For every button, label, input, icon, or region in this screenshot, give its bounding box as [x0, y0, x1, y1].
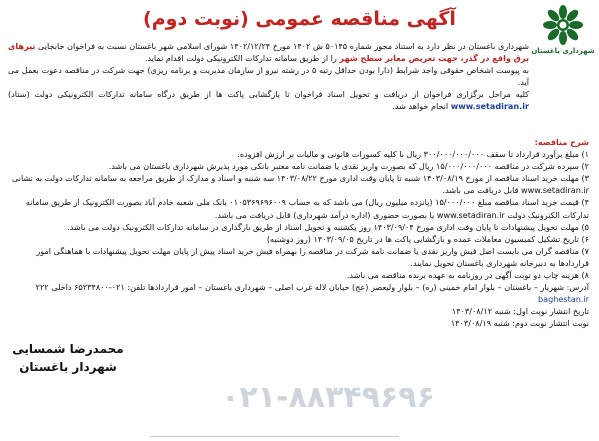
- condition-item: ۳) مهلت خرید اسناد مناقصه از مورخ ۱۴۰۳/۰۸/۱۹ شنبه تا پایان وقت اداری مورخ ۱۴۰۳/۰۸/۲۲ سه شنبه و اسناد و مدارک از طریق مراجعه به سامانه تدارکات دولت به نشانی www.setadiran.ir قابل دریافت می باشد.: [11, 173, 589, 196]
- second-publish-date: نوبت انتشار نوبت دوم: شنبه ۱۴۰۳/۰۸/۱۹: [450, 318, 589, 329]
- intro-line-1-end: را از طریق سامانه تدارکات الکترونیکی دولت اقدام نماید.: [144, 53, 340, 64]
- intro-line-3: کلیه مراحل برگزاری فراخوان از دریافت و تحویل اسناد فراخوان تا بازگشایی پاکت ها از طریق درگاه سامانه تدارکات الکترونیکی دولت (ستاد): [8, 89, 529, 100]
- municipality-logo: [533, 4, 593, 62]
- condition-item: ۸) هزینه چاپ دو نوبت آگهی در روزنامه به عهده برنده مناقصه می باشد.: [346, 270, 589, 281]
- condition-item: ۲) سپرده شرکت در مناقصه ۱۵/۰۰۰/۰۰۰/۰۰۰ ریال که بصورت واریز نقدی یا ضمانت نامه معتبر بانکی مورد پذیرش شهرداری باغستان می باشد.: [108, 161, 589, 172]
- mayor-name: محمدرضا شمسایی: [12, 342, 124, 356]
- condition-item: ۶) تاریخ تشکیل کمیسیون معاملات عمده و بازگشایی پاکت ها در تاریخ ۱۴۰۳/۰۹/۰۵ (روز دوشنبه): [266, 233, 589, 244]
- intro-project-subject: تیرهای برق واقع در گذر، جهت تعریض معابر سطح شهر: [8, 41, 529, 64]
- address-line: آدرس: شهریار – باغستان – بلوار امام خمینی (ره) – بلوار ولیعصر (عج) خیابان لاله غرب اصلی – شهرداری باغستان – امور قراردادها تلفن: ۰۲۱-۶۵۲۳۴۸۰۰ داخلی ۲۲۲: [35, 282, 589, 293]
- conditions-title: شرح مناقصه:: [534, 137, 589, 147]
- intro-paragraph-3: [8, 88, 529, 112]
- condition-item: ۷) مناقصه گران می بایست اصل فیش واریز نقدی یا ضمانت نامه شرکت در مناقصه را بهمراه فیش خرید اسناد پیش از پایان مهلت تحویل پیشنهادات با هماهنگی امور قراردادها به دبیرخانه شهرداری باغستان تحویل نمایند.: [36, 245, 589, 268]
- intro-text: [8, 40, 529, 113]
- intro-line-1: شهرداری باغستان در نظر دارد به استناد مجوز شماره ۵۰۱۴۵ ش ۱۴۰۲ مورخ ۱۴۰۲/۱۲/۲۴ شورای اسلامی شهر باغستان نسبت به فراخوان جابجایی: [38, 41, 530, 51]
- condition-item: ۱) مبلغ برآورد قرارداد تا سقف ۳۰۰/۰۰۰/۰۰۰/۰۰۰ ریال با کلیه کسورات قانونی و مالیات بر ارزش افزوده.: [237, 149, 589, 160]
- conditions-section: [8, 136, 589, 330]
- phone-watermark: ۰۲۱-۸۸۳۴۹۶۹۶: [221, 380, 435, 415]
- bottom-divider: [150, 436, 399, 437]
- mayor-title: شهردار باغستان: [19, 360, 117, 374]
- intro-paragraph-2: به پیوست اشخاص حقوقی واجد شرایط (دارا بودن حداقل رتبه ۵ در رشته نیرو از سازمان مدیریت و برنامه ریزی) جهت شرکت در مناقصه دعوت بعمل می آید.: [8, 65, 529, 88]
- condition-item: ۵) مهلت تحویل پیشنهادات تا پایان وقت اداری مورخ ۱۴۰۳/۰۹/۰۴ روز یکشنبه و تحویل اسناد از طریق بارگذاری در سامانه تدارکات الکترونیک دولت می باشد.: [67, 221, 589, 232]
- condition-item: ۴) قیمت خرید اسناد مناقصه مبلغ ۱۵/۰۰۰/۰۰۰ (پانزده میلیون ریال) می باشد که به حساب ۰۱۰۵۳۶۹۶۹۶۰۰۹ بانک ملی شعبه خادم آباد بصورت الکترونیک از طریق سامانه تدارکات الکترونیک دولت www.setadiran.ir یا بصورت حضوری (اداره درآمد شهرداری) قابل دریافت می باشد.: [25, 197, 589, 220]
- intro-paragraph-1: [8, 40, 529, 64]
- logo-caption: شهرداری باغستان: [531, 47, 595, 55]
- notice-title: آگهی مناقصه عمومی (نوبت دوم): [143, 8, 456, 30]
- signature-block: [8, 340, 128, 376]
- setad-link[interactable]: www.setadiran.ir: [450, 101, 529, 112]
- intro-line-3-end: انجام خواهد شد.: [392, 101, 451, 112]
- first-publish-date: تاریخ انتشار نوبت اول: شنبه ۱۴۰۳/۰۸/۱۲: [451, 306, 589, 317]
- website-link[interactable]: baghestan.ir: [538, 294, 589, 305]
- flower-logo-icon: [542, 4, 584, 46]
